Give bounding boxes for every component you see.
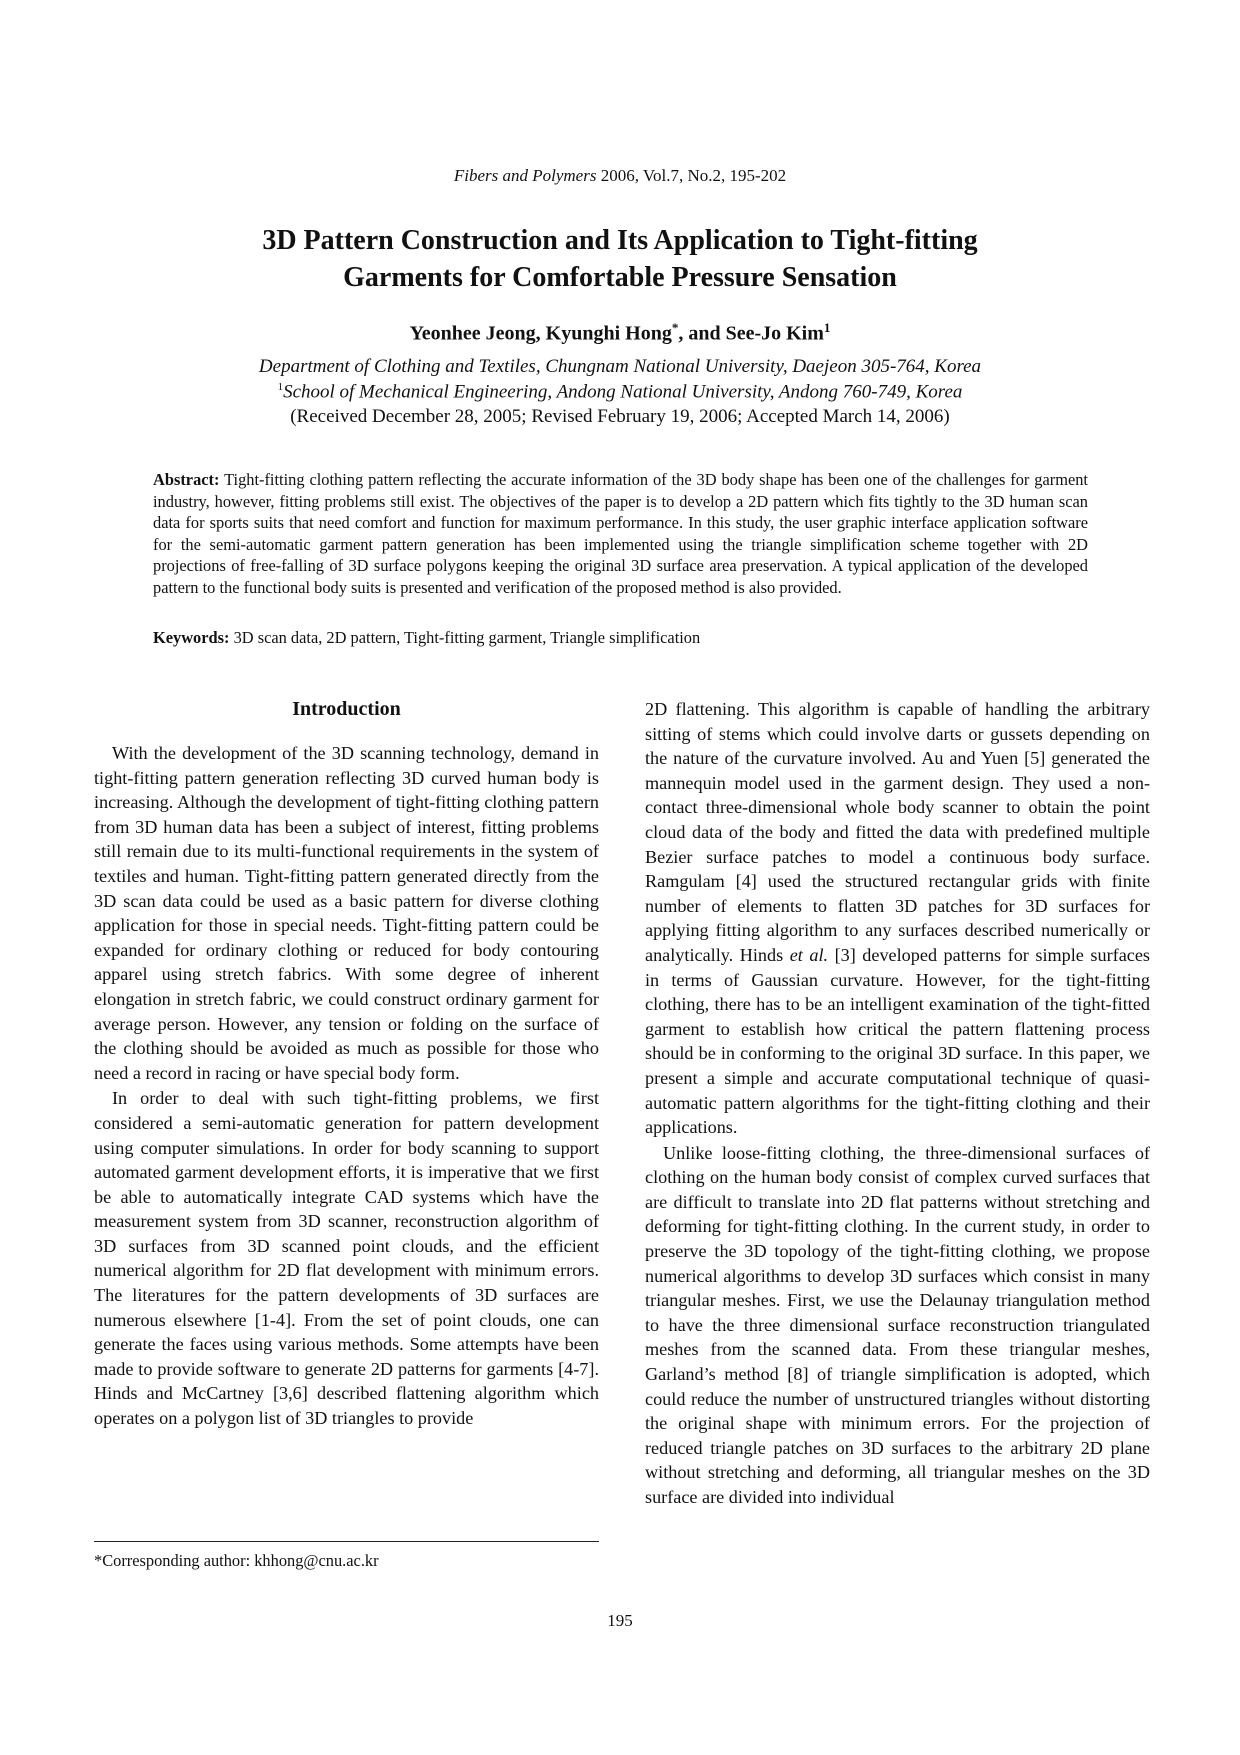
received-dates: (Received December 28, 2005; Revised February 19, 2006; Accepted March 14, 2006) [290, 406, 950, 427]
right-paragraph-1-a: 2D flattening. This algorithm is capable of handling the arbitrary sitting of stems which could involve darts or gussets depending on the nature of the curvature involved. Au and Yuen [5] generated the mannequin model used in the garment design. They used a non-contact three-dimensional whole body scanner to obtain the point cloud data of the body and fitted the data with predefined multiple Bezier surface patches to model a continuous body surface. Ramgulam [4] used the structured rectangular grids with finite number of elements to flatten 3D patches for 3D surfaces for applying fitting algorithm to any surfaces described numerically or analytically. Hinds [645, 699, 1150, 965]
footnote: *Corresponding author: khhong@cnu.ac.kr [94, 1551, 379, 1570]
affiliation-2-text: School of Mechanical Engineering, Andong National University, Andong 760-749, Korea [283, 381, 963, 403]
section-heading-introduction: Introduction [292, 698, 401, 720]
page-number: 195 [607, 1611, 633, 1630]
title-line-2: Garments for Comfortable Pressure Sensation [343, 262, 897, 293]
affiliation-mark: 1 [823, 320, 831, 335]
et-al: et al. [789, 944, 829, 965]
author-list [0, 320, 1240, 346]
abstract [153, 469, 1088, 598]
paper-title [160, 222, 1080, 296]
abstract-text: Tight-fitting clothing pattern reflecting the accurate information of the 3D body shape has been one of the challenges for garment industry, however, fitting problems still exist. The objectives of the paper is to develop a 2D pattern which fits tightly to the 3D human scan data for sports suits that need comfort and function for maximum performance. In this study, the user graphic interface application software for the semi-automatic garment pattern generation has been implemented using the triangle simplification scheme together with 2D projections of free-falling of 3D surface polygons keeping the original 3D surface area preservation. A typical application of the developed pattern to the functional body suits is presented and verification of the proposed method is also provided. [153, 470, 1088, 597]
affiliation-2 [0, 381, 1240, 403]
title-line-1: 3D Pattern Construction and Its Application to Tight-fitting [262, 225, 978, 256]
intro-paragraph-2: In order to deal with such tight-fitting problems, we first considered a semi-automatic generation for pattern development using computer simulations. In order for body scanning to support automated garment development efforts, it is imperative that we first be able to automatically integrate CAD systems which have the measurement system from 3D scanner, reconstruction algorithm of 3D surfaces from 3D scanned point clouds, and the efficient numerical algorithm for 2D flat development with minimum errors. The literatures for the pattern developments of 3D surfaces are numerous elsewhere [1-4]. From the set of point clouds, one can generate the faces using various methods. Some attempts have been made to provide software to generate 2D patterns for garments [4-7]. Hinds and McCartney [3,6] described flattening algorithm which operates on a polygon list of 3D triangles to provide [94, 1088, 599, 1429]
keywords-label: Keywords: [153, 628, 230, 647]
right-column [645, 697, 1150, 1510]
keywords [153, 628, 1088, 648]
journal-header [0, 166, 1240, 186]
footnote-rule [94, 1541, 599, 1542]
left-column [94, 697, 599, 1431]
abstract-label: Abstract: [153, 470, 220, 489]
authors-part-2: , and See-Jo Kim [678, 322, 824, 345]
right-paragraph-2: Unlike loose-fitting clothing, the three-dimensional surfaces of clothing on the human body consist of complex curved surfaces that are difficult to translate into 2D flat patterns without stretching and deforming for tight-fitting clothing. In the current study, in order to preserve the 3D topology of the tight-fitting clothing, we propose numerical algorithms to develop 3D surfaces which consist in many triangular meshes. First, we use the Delaunay triangulation method to have the three dimensional surface reconstruction triangulated meshes from the scanned data. From these triangular meshes, Garland’s method [8] of triangle simplification is adopted, which could reduce the number of unstructured triangles without distorting the original shape with minimum errors. For the projection of reduced triangle patches on 3D surfaces to the arbitrary 2D plane without stretching and deforming, all triangular meshes on the 3D surface are divided into individual [645, 1142, 1150, 1507]
affiliation-1: Department of Clothing and Textiles, Chungnam National University, Daejeon 305-764, Korea [258, 356, 982, 377]
right-paragraph-1-b: [3] developed patterns for simple surfaces in terms of Gaussian curvature. However, for the tight-fitting clothing, there has to be an intelligent examination of the tight-fitted garment to establish how critical the pattern flattening process should be in conforming to the original 3D surface. In this paper, we present a simple and accurate computational technique of quasi-automatic pattern algorithms for the tight-fitting clothing and their applications. [645, 944, 1150, 1138]
right-paragraph-1 [645, 697, 1150, 1140]
journal-citation: 2006, Vol.7, No.2, 195-202 [596, 166, 787, 185]
authors-part-1: Yeonhee Jeong, Kyunghi Hong [409, 322, 672, 345]
affiliation-2-mark: 1 [277, 381, 284, 393]
intro-paragraph-1: With the development of the 3D scanning technology, demand in tight-fitting pattern generation reflecting 3D curved human body is increasing. Although the development of tight-fitting clothing pattern from 3D human data has been a subject of interest, fitting problems still remain due to its multi-functional requirements in the system of textiles and human. Tight-fitting pattern generated directly from the 3D scan data could be used as a basic pattern for diverse clothing application for those in special needs. Tight-fitting pattern could be expanded for ordinary clothing or reduced for body contouring apparel using stretch fabrics. With some degree of inherent elongation in stretch fabric, we could construct ordinary garment for average person. However, any tension or folding on the surface of the clothing should be avoided as much as possible for those who need a record in racing or have special body form. [94, 743, 599, 1083]
corresponding-mark: * [671, 320, 679, 335]
keywords-text: 3D scan data, 2D pattern, Tight-fitting garment, Triangle simplification [229, 628, 701, 647]
journal-name: Fibers and Polymers [453, 166, 597, 185]
